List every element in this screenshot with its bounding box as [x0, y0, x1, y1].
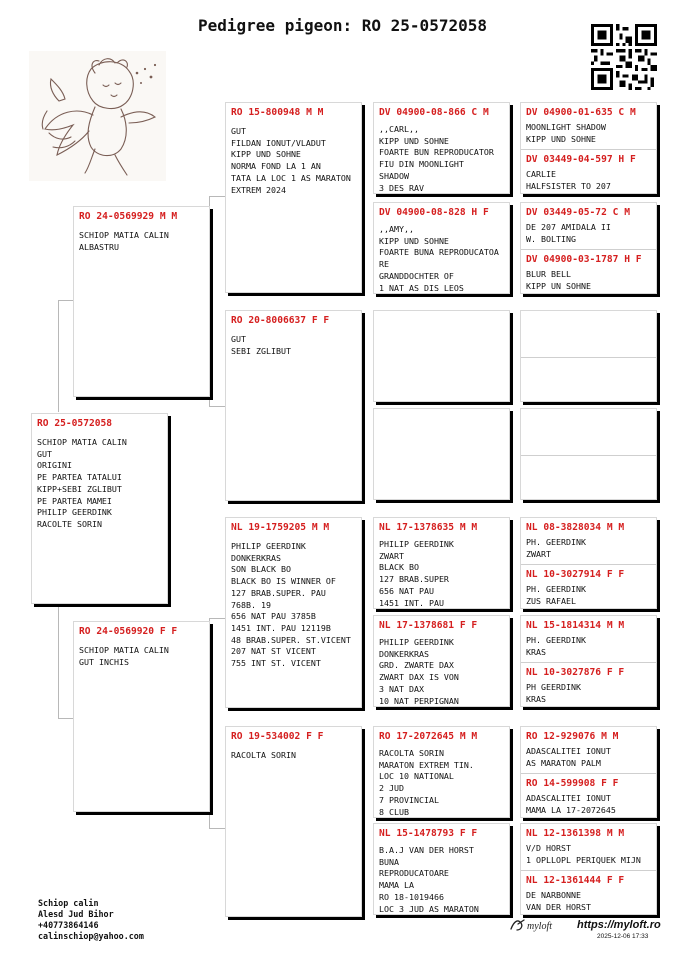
card-text: RE [379, 259, 389, 270]
card-text: ZUS RAFAEL [526, 595, 576, 606]
ring-number: RO 14-599908 F F [526, 778, 619, 789]
card-text: MARATON EXTREM TIN. [379, 759, 474, 770]
grandparent-card [225, 310, 362, 501]
card-text: PHILIP GEERDINK [231, 541, 306, 551]
card-text: BLACK BO IS WINNER OF [231, 576, 336, 587]
card-text: ZWART [379, 550, 404, 561]
card-text: PH. GEERDINK [526, 537, 586, 547]
card-text: 207 NAT ST VICENT [231, 646, 316, 657]
ring-number: NL 17-1378635 M M [379, 522, 478, 533]
card-text: BLACK BO [379, 562, 419, 573]
ancestor-pair-card [520, 823, 657, 915]
card-text: 2 JUD [379, 783, 404, 794]
ring-number: DV 04900-08-828 H F [379, 207, 489, 218]
ring-number: DV 04900-08-866 C M [379, 107, 489, 118]
great-grandparent-card [373, 310, 510, 402]
card-text: NORMA FOND LA 1 AN [231, 161, 321, 172]
owner-email: calinschiop@yahoo.com [38, 931, 144, 941]
card-text: ZWART [526, 548, 551, 559]
card-text: DONKERKRAS [231, 552, 281, 563]
card-text: SON BLACK BO [231, 564, 291, 575]
ancestor-entry [521, 663, 656, 707]
card-text: 1 OPLLOPL PERIQUEK MIJN [526, 854, 641, 865]
ring-number: NL 17-1378681 F F [379, 620, 478, 631]
card-text: V/D HORST [526, 843, 571, 853]
card-text: 127 BRAB.SUPER. PAU [231, 587, 326, 598]
card-text: PE PARTEA MAMEI [37, 495, 112, 506]
card-text: PH GEERDINK [526, 682, 581, 692]
card-text: 1451 INT. PAU [379, 597, 444, 608]
ring-number: DV 03449-05-72 C M [526, 207, 630, 218]
card-text: FOARTE BUNA REPRODUCATOA [379, 247, 499, 258]
ancestor-pair-card [520, 102, 657, 194]
ring-number: NL 10-3027876 F F [526, 667, 625, 678]
card-text: SCHIOP MATIA CALIN [79, 645, 169, 655]
great-grandparent-card [373, 823, 510, 915]
ring-number: NL 12-1361444 F F [526, 875, 625, 886]
card-text: BLUR BELL [526, 269, 571, 279]
great-grandparent-card [373, 615, 510, 707]
card-text: 656 NAT PAU [379, 585, 434, 596]
card-text: DONKERKRAS [379, 648, 429, 659]
svg-text:myloft: myloft [527, 921, 552, 932]
card-text: ADASCALITEI IONUT [526, 793, 611, 803]
card-text: 3 NAT DAX [379, 683, 424, 694]
card-text: FIU DIN MOONLIGHT [379, 159, 464, 170]
card-text: ADASCALITEI IONUT [526, 746, 611, 756]
card-text: PHILIP GEERDINK [379, 637, 454, 647]
card-text: RACOLTA SORIN [231, 750, 296, 760]
ring-number: DV 03449-04-597 H F [526, 154, 636, 165]
card-text: REPRODUCATOARE [379, 868, 449, 879]
pigeon-sketch-image [29, 51, 166, 181]
card-text: KRAS [526, 646, 546, 657]
card-text: RACOLTE SORIN [37, 518, 102, 529]
card-text: KRAS [526, 693, 546, 704]
card-text: MAMA LA [379, 880, 414, 891]
card-text: ZWART DAX IS VON [379, 672, 459, 683]
card-text: DE NARBONNE [526, 890, 581, 900]
card-text: RACOLTA SORIN [379, 748, 444, 758]
card-text: RO 18-1019466 [379, 891, 444, 902]
ancestor-entry [521, 824, 656, 870]
ring-number: DV 04900-03-1787 H F [526, 254, 642, 265]
card-text: 1451 INT. PAU 12119B [231, 622, 331, 633]
qr-code-icon [591, 24, 657, 90]
card-text: GUT [231, 334, 246, 344]
ancestor-entry [521, 871, 656, 915]
owner-phone: +40773864146 [38, 920, 99, 930]
card-text: FOARTE BUN REPRODUCATOR [379, 147, 494, 158]
ancestor-pair-card [520, 726, 657, 818]
ancestor-pair-card [520, 615, 657, 707]
card-text: DE 207 AMIDALA II [526, 222, 611, 232]
ring-number: NL 19-1759205 M M [231, 522, 330, 533]
owner-name: Schiop calin [38, 898, 99, 908]
card-text: ORIGINI [37, 460, 72, 471]
card-text: CARLIE [526, 169, 556, 179]
card-text: 1 NAT AS DIS LEOS [379, 282, 464, 293]
card-text: TATA LA LOC 1 AS MARATON [231, 172, 351, 183]
card-text: KIPP UND SOHNE [379, 135, 449, 146]
card-text: VAN DER HORST [526, 901, 591, 912]
card-text: MAMA LA 17-2072645 [526, 804, 616, 815]
subject-card [31, 413, 168, 604]
ancestor-entry [521, 518, 656, 564]
card-text: HALFSISTER TO 207 [526, 180, 611, 191]
card-text: SEBI ZGLIBUT [231, 345, 291, 356]
card-text: SHADOW [379, 170, 409, 181]
card-text: ,,CARL,, [379, 124, 419, 134]
card-text: GRANDDOCHTER OF [379, 270, 454, 281]
dam-card [73, 621, 210, 812]
card-text: PE PARTEA TATALUI [37, 472, 122, 483]
card-text: KIPP UN SOHNE [526, 280, 591, 291]
card-text: EXTREM 2024 [231, 184, 286, 195]
card-text: SCHIOP MATIA CALIN [37, 437, 127, 447]
card-text: KIPP UND SOHNE [379, 235, 449, 246]
ancestor-pair-card [520, 408, 657, 500]
ancestor-entry [521, 565, 656, 609]
card-text: SCHIOP MATIA CALIN [79, 230, 169, 240]
ring-number: NL 12-1361398 M M [526, 828, 625, 839]
ring-number: RO 24-0569920 F F [79, 626, 178, 637]
card-text: LOC 3 JUD AS MARATON [379, 903, 479, 914]
card-text: PH. GEERDINK [526, 584, 586, 594]
ring-number: DV 04900-01-635 C M [526, 107, 636, 118]
card-text: 3 DES RAV [379, 182, 424, 193]
great-grandparent-card [373, 102, 510, 194]
ancestor-entry [521, 250, 656, 294]
card-text: GUT [37, 448, 52, 459]
card-text: 10 NAT PERPIGNAN [379, 695, 459, 706]
card-text: B.A.J VAN DER HORST [379, 845, 474, 855]
page-title: Pedigree pigeon: RO 25-0572058 [198, 16, 487, 35]
card-text: GUT INCHIS [79, 656, 129, 667]
ring-number: RO 24-0569929 M M [79, 211, 178, 222]
ancestor-pair-card [520, 202, 657, 294]
grandparent-card [225, 102, 362, 293]
card-text: AS MARATON PALM [526, 757, 601, 768]
card-text: 768B. 19 [231, 599, 271, 610]
card-text: PH. GEERDINK [526, 635, 586, 645]
ancestor-entry [521, 150, 656, 194]
grandparent-card [225, 726, 362, 917]
card-text: ALBASTRU [79, 241, 119, 252]
ring-number: NL 15-1478793 F F [379, 828, 478, 839]
ring-number: RO 17-2072645 M M [379, 731, 478, 742]
ancestor-pair-card [520, 517, 657, 609]
card-text: 755 INT ST. VICENT [231, 658, 321, 669]
owner-address: Alesd Jud Bihor [38, 909, 114, 919]
ancestor-entry [521, 727, 656, 773]
ring-number: NL 10-3027914 F F [526, 569, 625, 580]
ring-number: RO 25-0572058 [37, 418, 113, 429]
card-text: 656 NAT PAU 3785B [231, 611, 316, 622]
grandparent-card [225, 517, 362, 708]
card-text: W. BOLTING [526, 233, 576, 244]
ring-number: RO 15-800948 M M [231, 107, 324, 118]
owner-info [38, 898, 144, 942]
ancestor-pair-card [520, 310, 657, 402]
footer-url[interactable]: https://myloft.ro [577, 919, 661, 931]
card-text: BUNA [379, 856, 399, 867]
ancestor-entry [521, 774, 656, 818]
ancestor-entry [521, 103, 656, 149]
card-text: MOONLIGHT SHADOW [526, 122, 606, 132]
ring-number: NL 08-3828034 M M [526, 522, 625, 533]
great-grandparent-card [373, 517, 510, 609]
ancestor-entry [521, 616, 656, 662]
ring-number: RO 20-8006637 F F [231, 315, 330, 326]
ancestor-entry [521, 203, 656, 249]
card-text: PHILIP GEERDINK [379, 539, 454, 549]
ring-number: RO 12-929076 M M [526, 731, 619, 742]
card-text: KIPP+SEBI ZGLIBUT [37, 483, 122, 494]
card-text: PHILIP GEERDINK [37, 507, 112, 518]
card-text: FILDAN IONUT/VLADUT [231, 137, 326, 148]
card-text: KIPP UND SOHNE [231, 149, 301, 160]
card-text: 48 BRAB.SUPER. ST.VICENT [231, 634, 351, 645]
card-text: 8 CLUB [379, 806, 409, 817]
great-grandparent-card [373, 408, 510, 500]
card-text: ,,AMY,, [379, 224, 414, 234]
great-grandparent-card [373, 202, 510, 294]
ring-number: NL 15-1814314 M M [526, 620, 625, 631]
ring-number: RO 19-534002 F F [231, 731, 324, 742]
card-text: 127 BRAB.SUPER [379, 574, 449, 585]
footer-date: 2025-12-06 17:33 [597, 933, 649, 940]
sire-card [73, 206, 210, 397]
card-text: GUT [231, 126, 246, 136]
great-grandparent-card [373, 726, 510, 818]
card-text: GRD. ZWARTE DAX [379, 660, 454, 671]
card-text: KIPP UND SOHNE [526, 133, 596, 144]
myloft-logo-icon [509, 917, 569, 933]
card-text: LOC 10 NATIONAL [379, 771, 454, 782]
card-text: 7 PROVINCIAL [379, 794, 439, 805]
